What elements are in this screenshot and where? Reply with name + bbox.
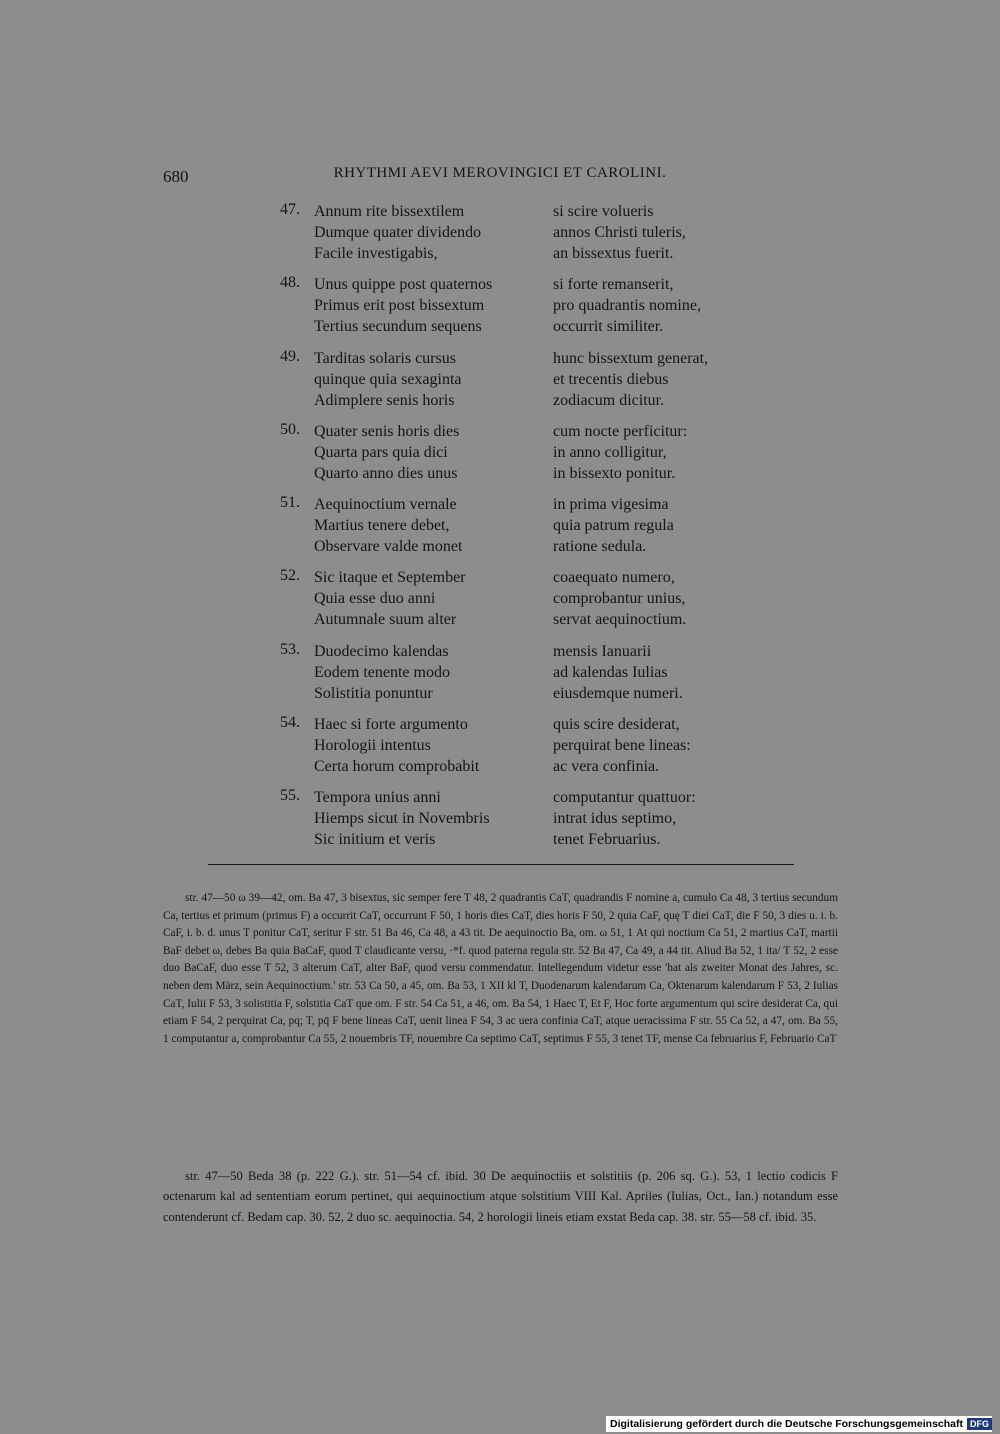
verse-line: ac vera confinia. <box>553 758 660 776</box>
poem-stanzas <box>280 201 760 861</box>
verse-line: coaequato numero, <box>553 569 675 587</box>
verse-line: in anno colligitur, <box>553 443 667 461</box>
verse-line: Quia esse duo anni <box>314 590 436 608</box>
stanza <box>280 714 760 787</box>
verse-line: intrat idus septimo, <box>553 810 677 828</box>
verse-line: Duodecimo kalendas <box>314 642 449 660</box>
verse-line: Eodem tenente modo <box>314 663 450 681</box>
stanza-number: 49. <box>280 347 300 365</box>
verse-line: Sic initium et veris <box>314 831 436 849</box>
stanza-number: 47. <box>280 201 300 218</box>
stanza-right-column <box>553 421 687 484</box>
stanza-number: 54. <box>280 714 300 732</box>
verse-line: Aequinoctium vernale <box>314 496 457 514</box>
verse-line: quinque quia sexaginta <box>314 370 462 388</box>
verse-line: si forte remanserit, <box>553 276 674 294</box>
verse-line: hunc bissextum generat, <box>553 349 709 367</box>
stanza-left-column <box>314 641 450 704</box>
stanza-right-column <box>553 348 708 411</box>
stanza-left-column <box>314 714 479 777</box>
verse-line: Horologii intentus <box>314 737 431 755</box>
stanza-right-column <box>553 494 674 557</box>
verse-line: Sic itaque et September <box>314 569 466 587</box>
stanza <box>280 348 760 421</box>
verse-line: quia patrum regula <box>553 517 674 535</box>
stanza-number: 48. <box>280 274 300 292</box>
stanza <box>280 641 760 714</box>
stanza <box>280 201 760 274</box>
stanza <box>280 421 760 494</box>
stanza-left-column <box>314 348 462 411</box>
stanza-right-column <box>553 274 701 337</box>
stanza-left-column <box>314 787 490 850</box>
stanza-left-column <box>314 567 466 630</box>
verse-line: pro quadrantis nomine, <box>553 297 701 315</box>
stanza-left-column <box>314 494 462 557</box>
verse-line: tenet Februarius. <box>553 831 661 849</box>
verse-line: Martius tenere debet, <box>314 517 450 535</box>
critical-apparatus <box>163 890 838 1048</box>
stanza-number: 55. <box>280 787 300 805</box>
verse-line: annos Christi tuleris, <box>553 224 686 241</box>
verse-line: et trecentis diebus <box>553 370 669 388</box>
verse-line: ad kalendas Iulias <box>553 663 668 681</box>
stanza <box>280 274 760 347</box>
stanza-right-column <box>553 201 686 264</box>
verse-line: Tempora unius anni <box>314 789 441 807</box>
stanza-number: 53. <box>280 640 300 658</box>
stanza <box>280 494 760 567</box>
stanza-right-column <box>553 787 696 850</box>
verse-line: occurrit similiter. <box>553 318 664 336</box>
verse-line: Tertius secundum sequens <box>314 318 482 336</box>
running-title: RHYTHMI AEVI MEROVINGICI ET CAROLINI. <box>333 165 667 181</box>
stanza-left-column <box>314 421 459 484</box>
verse-line: Primus erit post bissextum <box>314 297 485 315</box>
verse-line: Solistitia ponuntur <box>314 684 433 702</box>
verse-line: Facile investigabis, <box>314 245 438 262</box>
verse-line: an bissextus fuerit. <box>553 245 674 262</box>
verse-line: Observare valde monet <box>314 538 463 556</box>
stanza-number: 51. <box>280 494 300 512</box>
stanza-number: 52. <box>280 567 300 585</box>
verse-line: mensis Ianuarii <box>553 642 652 660</box>
verse-line: perquirat bene lineas: <box>553 737 691 755</box>
verse-line: Quarta pars quia dici <box>314 443 448 461</box>
verse-line: Unus quippe post quaternos <box>314 276 493 294</box>
sources-text: str. 47—50 Beda 38 (p. 222 G.). str. 51—54 cf. ibid. 30 De aequinoctiis et solstitiis (p. 206 sq. G.). 53, 1 lectio codicis F octenarum kal ad sententiam eorum pertinet, qui aequinoctium atque solstitium VIII Kal. Apriles (Iulias, Oct., Ian.) notandum esse contenderunt cf. Bedam cap. 30. 52, 2 duo sc. aequinoctia. 54, 2 horologii lineis etiam exstat Beda cap. 38. str. 55—58 cf. ibid. 35. <box>163 1169 838 1224</box>
verse-line: Quarto anno dies unus <box>314 464 458 482</box>
source-notes <box>163 1166 838 1227</box>
page-number: 680 <box>163 167 189 186</box>
verse-line: zodiacum dicitur. <box>553 391 665 409</box>
verse-line: comprobantur unius, <box>553 590 686 608</box>
separator-rule <box>208 864 794 865</box>
stanza-left-column <box>314 274 492 337</box>
verse-line: eiusdemque numeri. <box>553 684 683 702</box>
stanza-right-column <box>553 567 686 630</box>
digitization-footer <box>606 1416 992 1432</box>
verse-line: servat aequinoctium. <box>553 611 687 629</box>
apparatus-text: str. 47—50 ω 39—42, om. Ba 47, 3 bisextus, sic semper fere T 48, 2 quadrantis CaT, quadrandis F nomine a, cumulo Ca 48, 3 tertius secundum Ca, tertius et primum (primus F) a occurrit CaT, occurrunt F 50, 1 horis dies CaT, dies horis F 50, 2 quia CaF, quę T diei CaT, die F 50, 3 dies u. i. b. CaF, i. b. d. unus T ponitur CaT, seritur F str. 51 Ba 46, Ca 48, a 43 tit. De aequinoctio Ba, om. ω 51, 1 At qui noctium Ca 51, 2 martius CaT, martii BaF debet ω, debes Ba quia BaCaF, quod T claudicante versu, ·*f. quod paterna regula str. 52 Ba 47, Ca 49, a 44 tit. Aliud Ba 52, 1 ita/ T 52, 2 esse duo BaCaF, duo esse T 52, 3 alterum CaT, alter BaF, quod versu commendatur. Intellegendum videtur esse 'hat als zweiter Monat des Jahres, sc. neben dem März, sein Aequinoctium.' str. 53 Ca 50, a 45, om. Ba 53, 1 XII kl T, Duodenarum kalendarum Ca, Oktenarum kalendarum F 53, 2 Iulias CaT, Iulii F 53, 3 solistitia F, solstitia CaT que om. F str. 54 Ca 51, a 46, om. Ba 54, 1 Haec T, Et F, Hoc forte argumentum qui scire desiderat Ca, qui etiam F 54, 2 perquirat Ca, pq; T, pq̄ F bene lineas CaT, uenit linea F 54, 3 ac uera confinia CaT, atque ueracissima F str. 55 Ca 52, a 47, om. Ba 55, 1 computantur a, comprobantur Ca 55, 2 nouembris TF, nouembre Ca septimo CaT, septimus F 55, 3 tenet TF, mense Ca februarius F, Februario CaT <box>163 892 838 1045</box>
verse-line: si scire volueris <box>553 203 654 220</box>
verse-line: Hiemps sicut in Novembris <box>314 810 490 828</box>
stanza <box>280 567 760 640</box>
verse-line: computantur quattuor: <box>553 789 696 807</box>
verse-line: Certa horum comprobabit <box>314 758 480 776</box>
verse-line: in prima vigesima <box>553 496 669 514</box>
stanza-number: 50. <box>280 420 300 438</box>
verse-line: Haec si forte argumento <box>314 716 468 734</box>
verse-line: quis scire desiderat, <box>553 716 680 734</box>
stanza-right-column <box>553 714 691 777</box>
verse-line: Annum rite bissextilem <box>314 203 465 220</box>
verse-line: ratione sedula. <box>553 538 647 556</box>
stanza-left-column <box>314 201 481 264</box>
stanza-right-column <box>553 641 683 704</box>
verse-line: Autumnale suum alter <box>314 611 457 629</box>
verse-line: cum nocte perficitur: <box>553 422 688 440</box>
stanza <box>280 787 760 860</box>
footer-credit: Digitalisierung gefördert durch die Deutsche Forschungsgemeinschaft <box>610 1418 963 1430</box>
verse-line: Tarditas solaris cursus <box>314 349 456 367</box>
dfg-logo: DFG <box>967 1418 992 1430</box>
verse-line: Quater senis horis dies <box>314 422 460 440</box>
verse-line: Dumque quater dividendo <box>314 224 482 241</box>
verse-line: in bissexto ponitur. <box>553 464 676 482</box>
verse-line: Adimplere senis horis <box>314 391 455 409</box>
